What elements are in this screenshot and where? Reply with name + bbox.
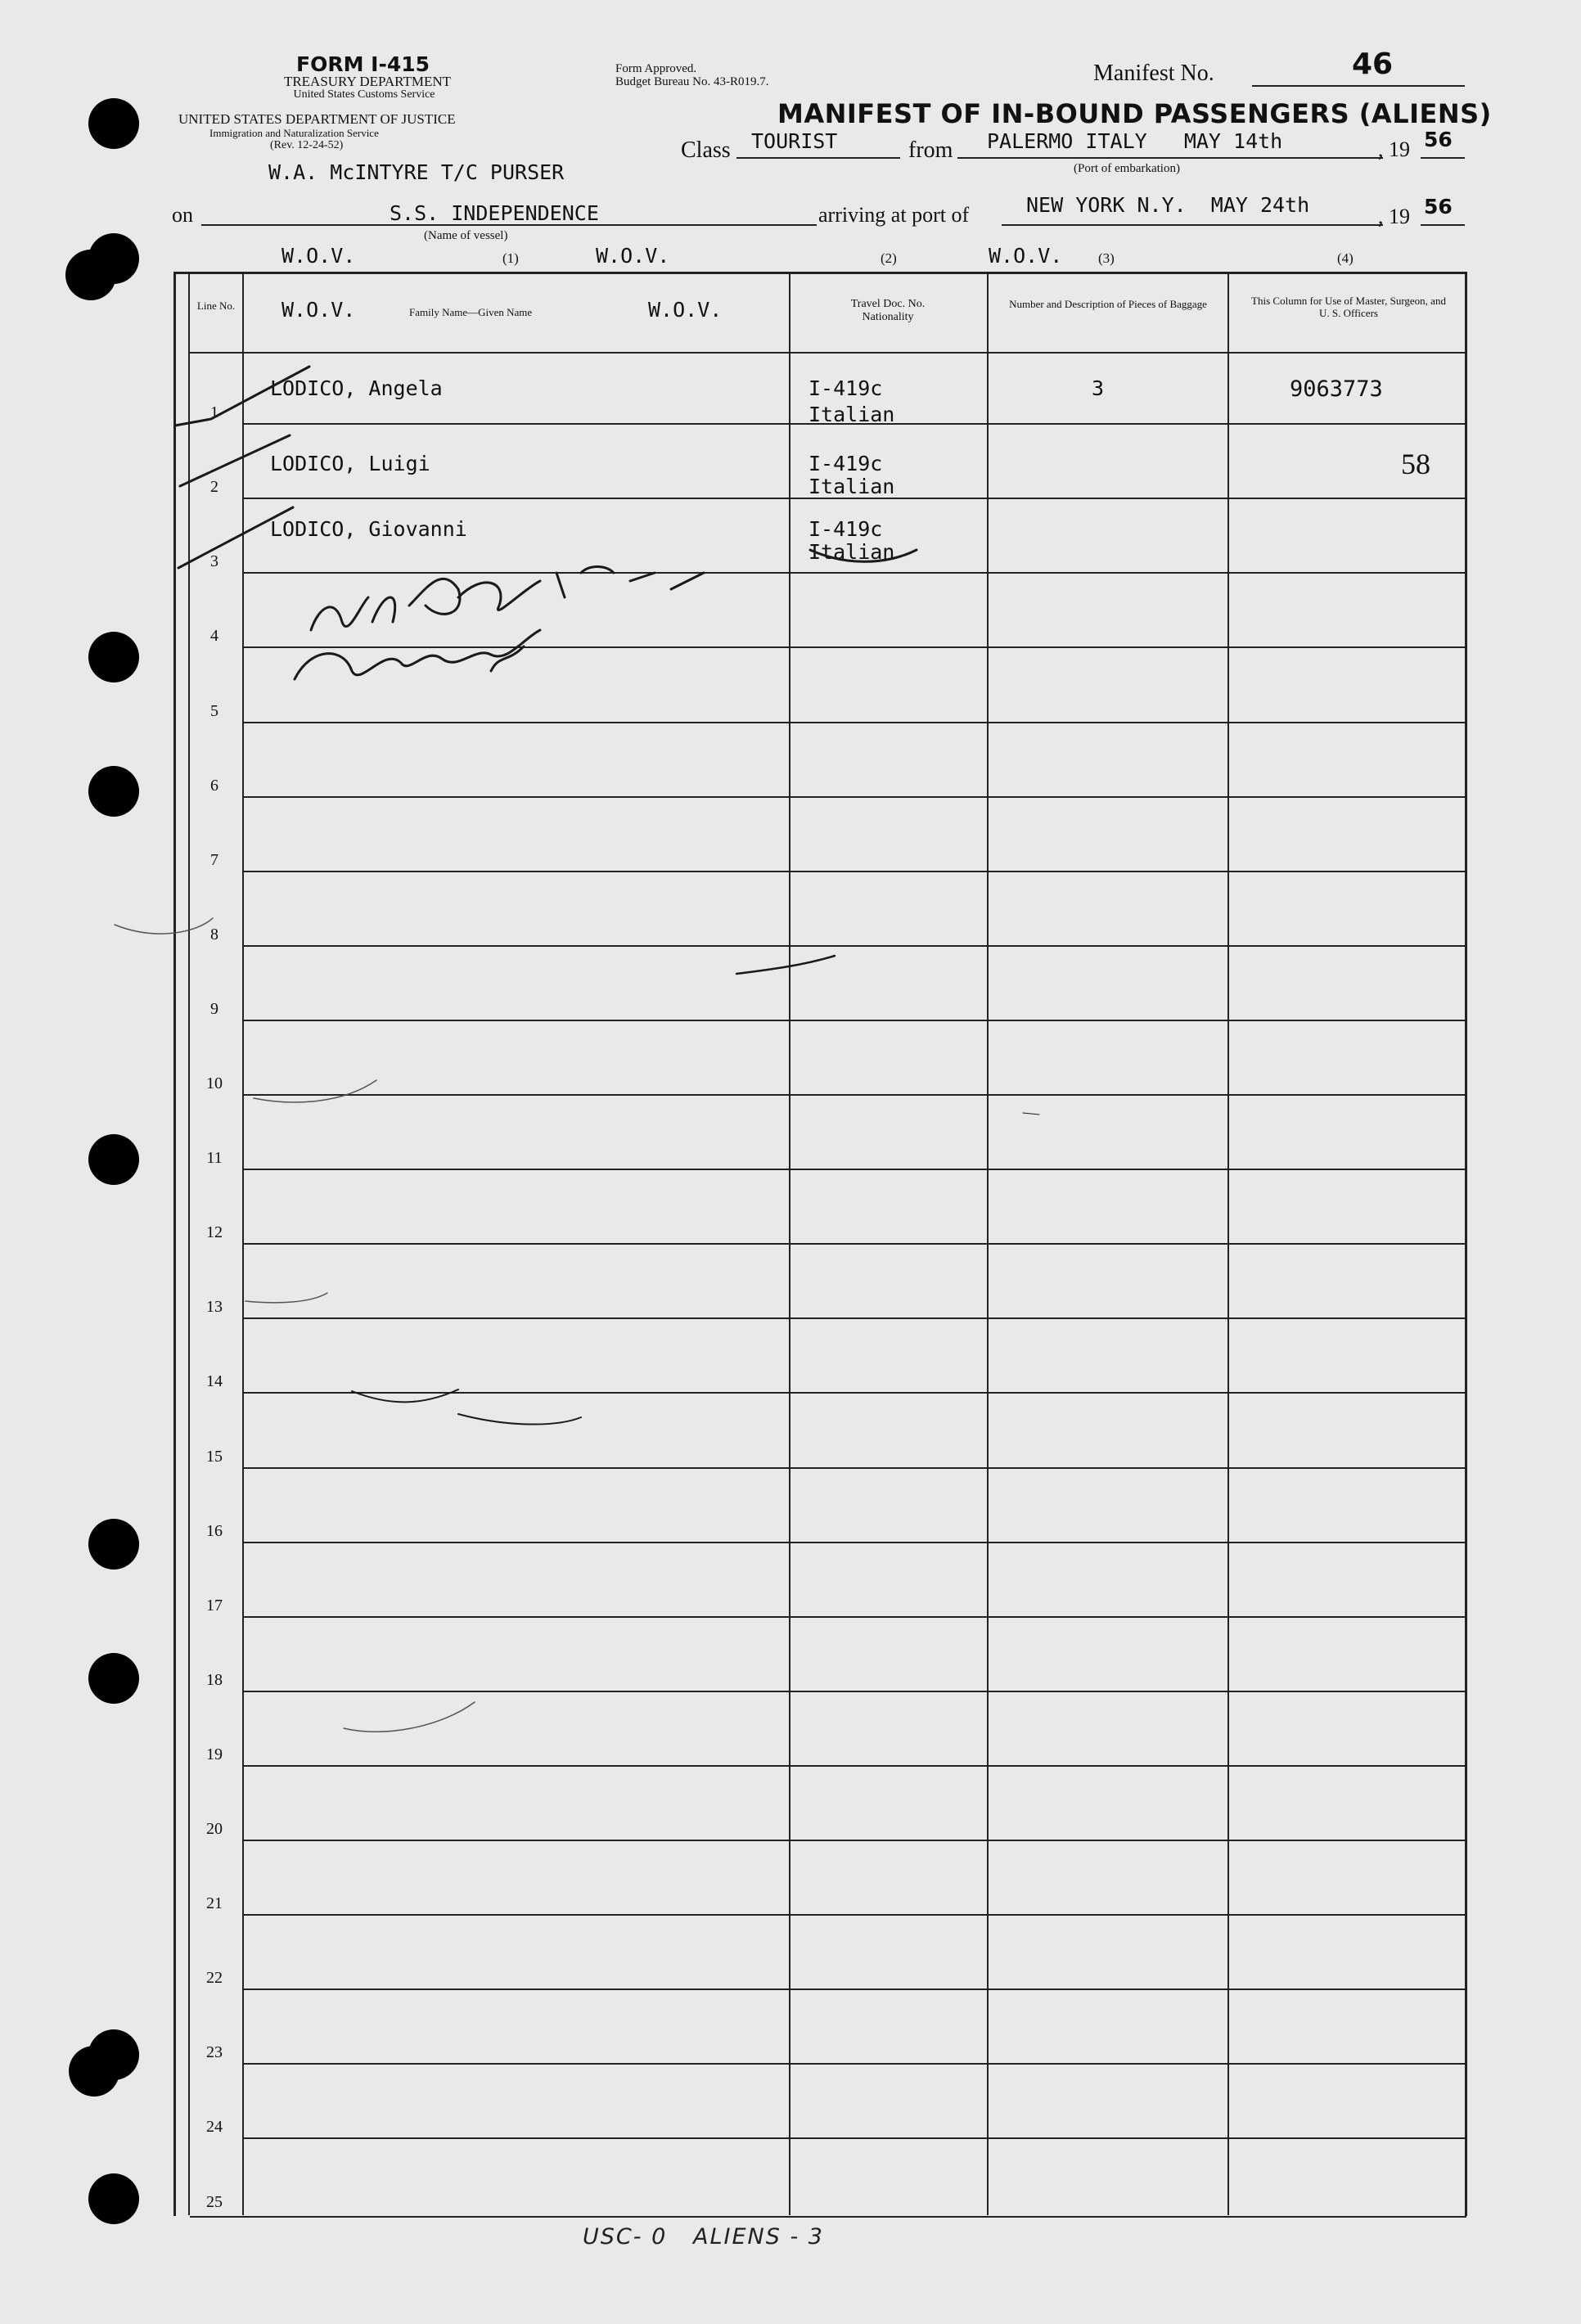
- footer-note: USC- 0 ALIENS - 3: [583, 2224, 824, 2250]
- treasury-department: TREASURY DEPARTMENT: [283, 74, 452, 89]
- line-number: 5: [210, 701, 218, 720]
- port-embarkation-label: (Port of embarkation): [1074, 162, 1180, 175]
- arriving-value: NEW YORK N.Y. MAY 24th: [1026, 193, 1310, 217]
- line-number: 6: [210, 776, 218, 795]
- col-header-officers: This Column for Use of Master, Surgeon, and U. S. Officers: [1251, 295, 1446, 319]
- column-number-4: (4): [1337, 250, 1354, 266]
- wov-mark: W.O.V.: [989, 244, 1063, 268]
- line-number: 12: [206, 1223, 223, 1242]
- baggage-count: 3: [1092, 376, 1105, 400]
- justice-department: UNITED STATES DEPARTMENT OF JUSTICE: [178, 111, 456, 127]
- budget-bureau: Budget Bureau No. 43-R019.7.: [615, 75, 769, 88]
- class-label: Class: [681, 137, 731, 163]
- wov-mark: W.O.V.: [282, 244, 356, 268]
- line-number: 3: [210, 552, 218, 571]
- col-header-name: Family Name—Given Name: [409, 306, 533, 318]
- from-label: from: [908, 137, 953, 163]
- line-number: 7: [210, 850, 218, 869]
- line-number: 2: [210, 478, 218, 497]
- form-approved: Form Approved.: [615, 62, 697, 75]
- year-prefix-from: , 19: [1378, 137, 1410, 161]
- nationality: Italian: [809, 540, 895, 564]
- form-number: FORM I-415: [296, 52, 430, 76]
- line-number: 10: [206, 1074, 223, 1092]
- line-number: 15: [206, 1447, 223, 1466]
- year-from: 56: [1424, 128, 1453, 151]
- line-number: 14: [206, 1372, 223, 1391]
- strike-mark: [810, 550, 917, 561]
- line-number: 23: [206, 2043, 223, 2062]
- passenger-name: LODICO, Angela: [270, 376, 443, 400]
- stamp-trace: [254, 1080, 376, 1102]
- line-number: 19: [206, 1745, 223, 1763]
- check-mark: [175, 367, 309, 426]
- col-header-line-no: Line No.: [196, 300, 236, 312]
- customs-service: United States Customs Service: [293, 88, 435, 101]
- check-mark: [180, 435, 290, 486]
- arriving-label: arriving at port of: [818, 203, 970, 227]
- passenger-name: LODICO, Giovanni: [270, 517, 467, 541]
- line-number: 24: [206, 2118, 223, 2137]
- line-number: 1: [210, 403, 218, 422]
- line-number: 18: [206, 1670, 223, 1689]
- col-header-travel: Travel Doc. No. Nationality: [850, 298, 926, 323]
- from-value: PALERMO ITALY MAY 14th: [987, 129, 1283, 153]
- line-number: 22: [206, 1969, 223, 1988]
- year-arrive: 56: [1424, 195, 1453, 218]
- column-number-2: (2): [881, 250, 897, 266]
- travel-doc-no: I-419c: [809, 452, 883, 475]
- line-number: 20: [206, 1820, 223, 1838]
- signature: [295, 630, 540, 679]
- line-number: 17: [206, 1596, 223, 1615]
- form-revision: (Rev. 12-24-52): [270, 139, 344, 151]
- year-prefix-arrive: , 19: [1378, 205, 1410, 228]
- stamp-trace: [115, 918, 213, 934]
- travel-doc-no: I-419c: [809, 376, 883, 400]
- wov-mark: W.O.V.: [282, 298, 356, 322]
- vessel-label: (Name of vessel): [424, 229, 508, 242]
- travel-doc-no: I-419c: [809, 517, 883, 541]
- wov-mark: W.O.V.: [648, 298, 723, 322]
- passenger-name: LODICO, Luigi: [270, 452, 430, 475]
- line-number: 21: [206, 1894, 223, 1913]
- column-number-3: (3): [1098, 250, 1115, 266]
- purser: W.A. McINTYRE T/C PURSER: [268, 160, 565, 184]
- line-number: 4: [210, 627, 218, 646]
- ins-service: Immigration and Naturalization Service: [209, 127, 379, 139]
- check-mark: [178, 507, 293, 568]
- line-number: 11: [206, 1149, 223, 1168]
- line-number: 8: [210, 925, 218, 944]
- col-header-baggage: Number and Description of Pieces of Baggage: [1009, 298, 1207, 310]
- manifest-number: 46: [1352, 47, 1394, 81]
- officer-note: 9063773: [1290, 376, 1383, 402]
- line-number: 9: [210, 999, 218, 1018]
- line-number: 25: [206, 2192, 223, 2211]
- manifest-title: MANIFEST OF IN-BOUND PASSENGERS (ALIENS): [777, 98, 1492, 129]
- stamp-trace: [245, 1293, 327, 1303]
- on-label: on: [172, 203, 193, 227]
- nationality: Italian: [809, 403, 895, 426]
- wov-mark: W.O.V.: [596, 244, 670, 268]
- line-number: 16: [206, 1521, 223, 1540]
- nationality: Italian: [809, 475, 895, 498]
- class-value: TOURIST: [751, 129, 838, 153]
- officer-note: 58: [1401, 448, 1430, 480]
- manifest-no-label: Manifest No.: [1093, 61, 1214, 86]
- stamp-trace: [344, 1702, 475, 1732]
- signature: [311, 567, 704, 631]
- vessel-name: S.S. INDEPENDENCE: [390, 201, 599, 225]
- column-number-1: (1): [502, 250, 519, 266]
- stamp-trace: [352, 1389, 581, 1425]
- stamp-trace: [1023, 1113, 1039, 1115]
- stamp-trace: [736, 956, 835, 974]
- line-number: 13: [206, 1298, 223, 1317]
